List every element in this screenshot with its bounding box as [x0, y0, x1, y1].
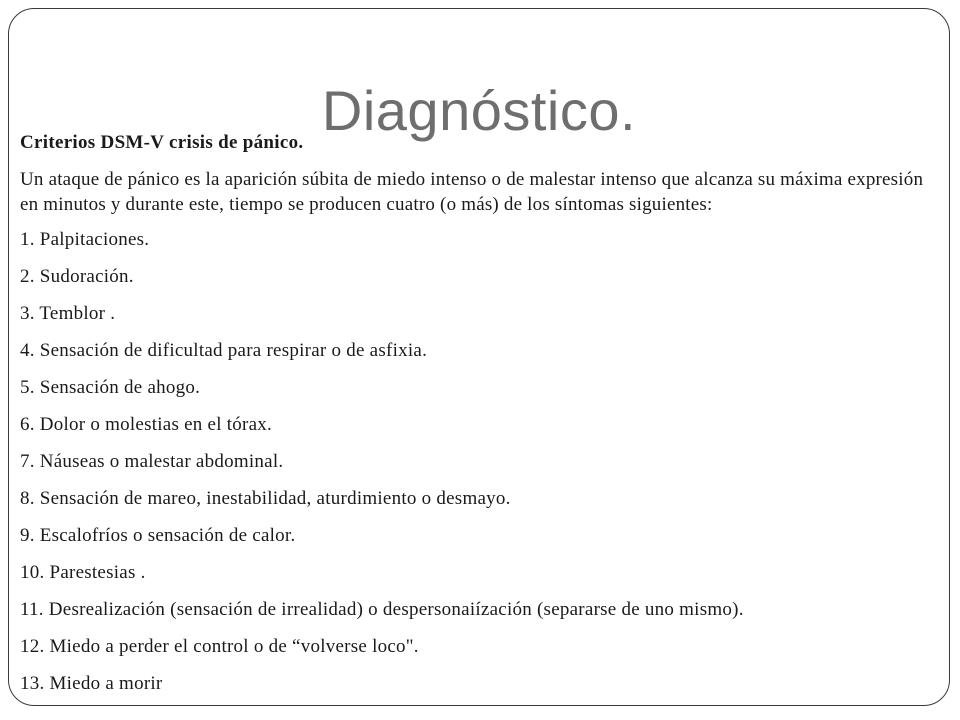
slide: [8, 8, 950, 706]
symptom-list: [20, 228, 925, 706]
symptom-item: 10. Parestesias .: [20, 562, 146, 583]
criteria-heading: Criterios DSM-V crisis de pánico.: [20, 132, 304, 153]
symptom-item: 4. Sensación de dificultad para respirar o de asfixia.: [20, 340, 428, 361]
slide-title: Diagnóstico.: [321, 79, 637, 142]
symptom-item: 8. Sensación de mareo, inestabilidad, aturdimiento o desmayo.: [20, 488, 511, 509]
symptom-item: 6. Dolor o molestias en el tórax.: [20, 414, 273, 435]
symptom-item: 13. Miedo a morir: [20, 673, 163, 694]
symptom-item: 1. Palpitaciones.: [20, 229, 150, 250]
symptom-item: 2. Sudoración.: [20, 266, 134, 287]
symptom-item: 9. Escalofríos o sensación de calor.: [20, 525, 296, 546]
symptom-item: 12. Miedo a perder el control o de “volverse loco".: [20, 636, 419, 657]
symptom-item: 11. Desrealización (sensación de irrealidad) o despersonaiízación (separarse de uno mismo).: [20, 599, 744, 620]
intro-paragraph: Un ataque de pánico es la aparición súbita de miedo intenso o de malestar intenso que alcanza su máxima expresión en minutos y durante este, tiempo se producen cuatro (o más) de los síntomas siguientes:: [20, 169, 924, 215]
symptom-item: 7. Náuseas o malestar abdominal.: [20, 451, 284, 472]
symptom-item: 3. Temblor .: [20, 303, 116, 324]
slide-content: [20, 131, 925, 706]
symptom-item: 5. Sensación de ahogo.: [20, 377, 201, 398]
